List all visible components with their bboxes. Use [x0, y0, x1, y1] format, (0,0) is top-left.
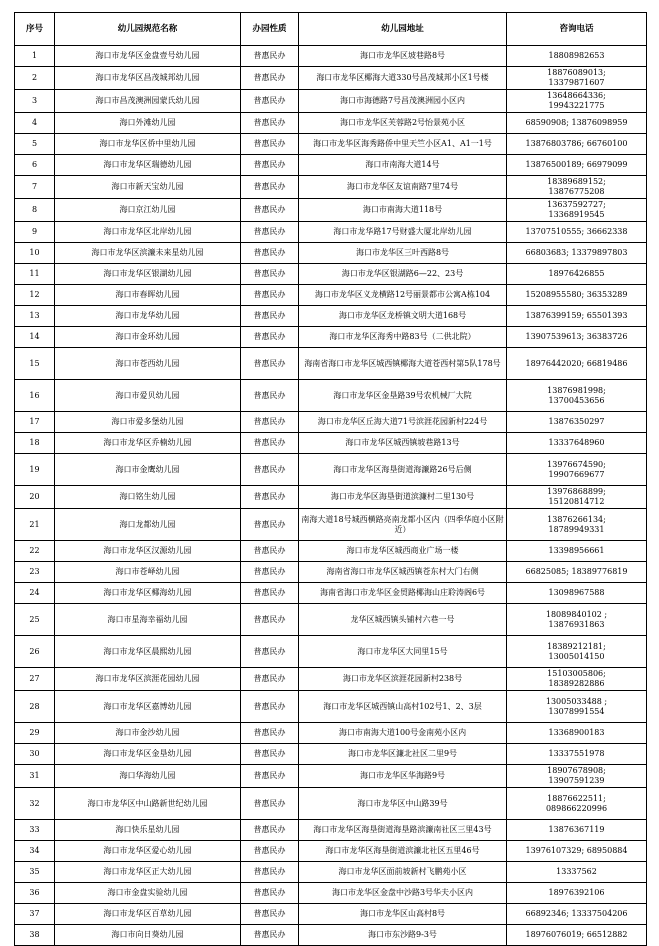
cell-name: 海口市星海幸福幼儿园 — [55, 604, 241, 636]
cell-address: 海口市龙华区大同里15号 — [299, 636, 507, 668]
cell-type: 普惠民办 — [241, 904, 299, 925]
cell-address: 海口市龙华区金盘中沙路3号华夫小区内 — [299, 883, 507, 904]
table-row — [15, 765, 647, 788]
cell-type: 普惠民办 — [241, 176, 299, 199]
cell-phone: 66825085; 18389776819 — [507, 562, 647, 583]
cell-phone: 18976442020; 66819486 — [507, 348, 647, 380]
cell-type: 普惠民办 — [241, 562, 299, 583]
cell-phone: 13337551978 — [507, 744, 647, 765]
cell-address: 海口市龙华区华海路9号 — [299, 765, 507, 788]
cell-phone: 13876350297 — [507, 412, 647, 433]
table-row — [15, 723, 647, 744]
cell-type: 普惠民办 — [241, 668, 299, 691]
cell-type: 普惠民办 — [241, 723, 299, 744]
cell-type: 普惠民办 — [241, 134, 299, 155]
table-row — [15, 222, 647, 243]
table-row — [15, 668, 647, 691]
cell-type: 普惠民办 — [241, 285, 299, 306]
cell-address: 海口市龙华区濂北社区二里9号 — [299, 744, 507, 765]
cell-name: 海口市苍西幼儿园 — [55, 348, 241, 380]
table-row — [15, 176, 647, 199]
cell-name: 海口市龙华区昌茂城邦幼儿园 — [55, 67, 241, 90]
table-header-row — [15, 13, 647, 46]
cell-no: 34 — [15, 841, 55, 862]
cell-address: 海口市龙华区海垦街道海濂路26号后侧 — [299, 454, 507, 486]
cell-address: 海口市龙华区中山路39号 — [299, 788, 507, 820]
cell-no: 31 — [15, 765, 55, 788]
cell-phone: 15103005806; 18389282886 — [507, 668, 647, 691]
header-name: 幼儿园规范名称 — [55, 13, 241, 46]
cell-phone: 13648664336; 19943221775 — [507, 90, 647, 113]
cell-type: 普惠民办 — [241, 862, 299, 883]
cell-no: 26 — [15, 636, 55, 668]
header-phone: 咨询电话 — [507, 13, 647, 46]
cell-type: 普惠民办 — [241, 264, 299, 285]
table-row — [15, 433, 647, 454]
cell-type: 普惠民办 — [241, 454, 299, 486]
cell-phone: 18876089013; 13379871607 — [507, 67, 647, 90]
table-row — [15, 820, 647, 841]
cell-type: 普惠民办 — [241, 841, 299, 862]
cell-address: 海口市龙华区海秀路侨中里天竺小区A1、A1一1号 — [299, 134, 507, 155]
cell-type: 普惠民办 — [241, 90, 299, 113]
cell-name: 海口市龙华区银湖幼儿园 — [55, 264, 241, 285]
table-row — [15, 412, 647, 433]
cell-no: 23 — [15, 562, 55, 583]
cell-no: 24 — [15, 583, 55, 604]
cell-name: 海口外滩幼儿园 — [55, 113, 241, 134]
cell-phone: 13876803786; 66760100 — [507, 134, 647, 155]
cell-phone: 18876622511; 089866220996 — [507, 788, 647, 820]
cell-name: 海口市龙华区北岸幼儿园 — [55, 222, 241, 243]
cell-type: 普惠民办 — [241, 46, 299, 67]
cell-type: 普惠民办 — [241, 788, 299, 820]
cell-type: 普惠民办 — [241, 113, 299, 134]
cell-address: 海口市龙华区城西商业广场一楼 — [299, 541, 507, 562]
kindergarten-table — [14, 12, 647, 946]
cell-phone: 13876500189; 66979099 — [507, 155, 647, 176]
cell-address: 海口市龙华路17号财盛大厦北岸幼儿园 — [299, 222, 507, 243]
cell-type: 普惠民办 — [241, 327, 299, 348]
cell-name: 海口市昌茂澳洲园蒙氏幼儿园 — [55, 90, 241, 113]
table-row — [15, 636, 647, 668]
cell-no: 30 — [15, 744, 55, 765]
cell-no: 28 — [15, 691, 55, 723]
cell-name: 海口市金盘实验幼儿园 — [55, 883, 241, 904]
cell-name: 海口市金环幼儿园 — [55, 327, 241, 348]
cell-address: 海口市龙华区海垦街道滨濂村二里130号 — [299, 486, 507, 509]
table-row — [15, 454, 647, 486]
cell-address: 海南省海口市龙华区城西镇椰海大道苍西村第5队178号 — [299, 348, 507, 380]
table-row — [15, 264, 647, 285]
cell-no: 11 — [15, 264, 55, 285]
cell-address: 海口市东沙路9-3号 — [299, 925, 507, 946]
cell-phone: 18907678908; 13907591239 — [507, 765, 647, 788]
cell-phone: 13976674590; 19907669677 — [507, 454, 647, 486]
cell-name: 海口市龙华区爱心幼儿园 — [55, 841, 241, 862]
cell-type: 普惠民办 — [241, 509, 299, 541]
cell-no: 7 — [15, 176, 55, 199]
cell-phone: 68590908; 13876098959 — [507, 113, 647, 134]
table-row — [15, 243, 647, 264]
table-row — [15, 604, 647, 636]
cell-type: 普惠民办 — [241, 883, 299, 904]
table-row — [15, 306, 647, 327]
cell-name: 海口市爱贝幼儿园 — [55, 380, 241, 412]
table-row — [15, 46, 647, 67]
cell-address: 海口市龙华区海垦街道海垦路滨濂南社区三里43号 — [299, 820, 507, 841]
cell-name: 海口市龙华区中山路新世纪幼儿园 — [55, 788, 241, 820]
table-row — [15, 134, 647, 155]
cell-phone: 66803683; 13379897803 — [507, 243, 647, 264]
cell-no: 19 — [15, 454, 55, 486]
cell-address: 海口市南海大道100号金南苑小区内 — [299, 723, 507, 744]
cell-no: 9 — [15, 222, 55, 243]
cell-address: 海口市龙华区坡巷路8号 — [299, 46, 507, 67]
cell-type: 普惠民办 — [241, 486, 299, 509]
cell-phone: 13876367119 — [507, 820, 647, 841]
cell-no: 38 — [15, 925, 55, 946]
table-row — [15, 90, 647, 113]
cell-name: 海口市龙华区瑞德幼儿园 — [55, 155, 241, 176]
table-row — [15, 691, 647, 723]
cell-name: 海口铭生幼儿园 — [55, 486, 241, 509]
cell-phone: 13337648960 — [507, 433, 647, 454]
cell-type: 普惠民办 — [241, 925, 299, 946]
cell-no: 4 — [15, 113, 55, 134]
cell-no: 35 — [15, 862, 55, 883]
cell-type: 普惠民办 — [241, 691, 299, 723]
header-no: 序号 — [15, 13, 55, 46]
table-row — [15, 155, 647, 176]
cell-name: 海口市金沙幼儿园 — [55, 723, 241, 744]
cell-name: 海口华海幼儿园 — [55, 765, 241, 788]
table-row — [15, 348, 647, 380]
table-row — [15, 925, 647, 946]
cell-name: 海口市苍峄幼儿园 — [55, 562, 241, 583]
header-type: 办园性质 — [241, 13, 299, 46]
cell-address: 海口市龙华区银湖路6—22、23号 — [299, 264, 507, 285]
cell-no: 32 — [15, 788, 55, 820]
cell-no: 20 — [15, 486, 55, 509]
cell-type: 普惠民办 — [241, 604, 299, 636]
table-row — [15, 509, 647, 541]
table-row — [15, 562, 647, 583]
table-row — [15, 788, 647, 820]
table-row — [15, 486, 647, 509]
cell-phone: 13398956661 — [507, 541, 647, 562]
cell-address: 海口市南海大道14号 — [299, 155, 507, 176]
cell-phone: 13098967588 — [507, 583, 647, 604]
cell-type: 普惠民办 — [241, 222, 299, 243]
cell-type: 普惠民办 — [241, 348, 299, 380]
cell-address: 海口市龙华区城西镇山高村102号1、2、3层 — [299, 691, 507, 723]
cell-no: 12 — [15, 285, 55, 306]
cell-name: 海口市向日葵幼儿园 — [55, 925, 241, 946]
cell-address: 海口市龙华区滨涯花园新村238号 — [299, 668, 507, 691]
cell-no: 16 — [15, 380, 55, 412]
cell-name: 海口市龙华区侨中里幼儿园 — [55, 134, 241, 155]
cell-no: 6 — [15, 155, 55, 176]
cell-name: 海口市龙华区椰海幼儿园 — [55, 583, 241, 604]
cell-phone: 13368900183 — [507, 723, 647, 744]
cell-address: 海口市龙华区三叶西路8号 — [299, 243, 507, 264]
cell-type: 普惠民办 — [241, 541, 299, 562]
cell-phone: 15208955580; 36353289 — [507, 285, 647, 306]
cell-type: 普惠民办 — [241, 412, 299, 433]
cell-type: 普惠民办 — [241, 765, 299, 788]
cell-phone: 18089840102 ; 13876931863 — [507, 604, 647, 636]
cell-name: 海口市爱多堡幼儿园 — [55, 412, 241, 433]
table-row — [15, 904, 647, 925]
cell-address: 海南省海口市龙华区城西镇苍东村大门右侧 — [299, 562, 507, 583]
cell-type: 普惠民办 — [241, 243, 299, 264]
cell-address: 海口市龙华区金垦路39号农机械厂大院 — [299, 380, 507, 412]
cell-no: 17 — [15, 412, 55, 433]
cell-name: 海口市龙华区汉源幼儿园 — [55, 541, 241, 562]
cell-type: 普惠民办 — [241, 820, 299, 841]
table-row — [15, 541, 647, 562]
table-row — [15, 380, 647, 412]
cell-name: 海口市龙华区金盘壹号幼儿园 — [55, 46, 241, 67]
cell-address: 海口市龙华区龙桥镇文明大道168号 — [299, 306, 507, 327]
cell-no: 1 — [15, 46, 55, 67]
cell-address: 海口市龙华区海秀中路83号（二供北院） — [299, 327, 507, 348]
table-body — [15, 46, 647, 946]
cell-name: 海口龙都幼儿园 — [55, 509, 241, 541]
cell-no: 2 — [15, 67, 55, 90]
cell-address: 海口市龙华区友谊南路7里74号 — [299, 176, 507, 199]
cell-phone: 18389689152; 13876775208 — [507, 176, 647, 199]
cell-name: 海口市龙华区金垦幼儿园 — [55, 744, 241, 765]
cell-no: 37 — [15, 904, 55, 925]
cell-address: 海口市海德路7号昌茂澳洲园小区内 — [299, 90, 507, 113]
cell-no: 29 — [15, 723, 55, 744]
table-row — [15, 841, 647, 862]
table-row — [15, 199, 647, 222]
cell-name: 海口京江幼儿园 — [55, 199, 241, 222]
cell-name: 海口市新天宝幼儿园 — [55, 176, 241, 199]
cell-name: 海口市龙华区晨熙幼儿园 — [55, 636, 241, 668]
cell-name: 海口快乐星幼儿园 — [55, 820, 241, 841]
cell-phone: 13337562 — [507, 862, 647, 883]
cell-no: 15 — [15, 348, 55, 380]
table-row — [15, 583, 647, 604]
cell-no: 22 — [15, 541, 55, 562]
header-address: 幼儿园地址 — [299, 13, 507, 46]
cell-type: 普惠民办 — [241, 744, 299, 765]
cell-type: 普惠民办 — [241, 583, 299, 604]
cell-address: 海口市南海大道118号 — [299, 199, 507, 222]
cell-phone: 18976426855 — [507, 264, 647, 285]
cell-name: 海口市金鹰幼儿园 — [55, 454, 241, 486]
cell-no: 10 — [15, 243, 55, 264]
cell-name: 海口市春晖幼儿园 — [55, 285, 241, 306]
cell-phone: 13976868899; 15120814712 — [507, 486, 647, 509]
cell-no: 25 — [15, 604, 55, 636]
cell-no: 5 — [15, 134, 55, 155]
cell-address: 龙华区城西镇头铺村六巷一号 — [299, 604, 507, 636]
cell-no: 3 — [15, 90, 55, 113]
cell-name: 海口市龙华区滨涯花园幼儿园 — [55, 668, 241, 691]
cell-phone: 13876266134; 18789949331 — [507, 509, 647, 541]
cell-no: 8 — [15, 199, 55, 222]
cell-address: 海口市龙华区城西镇坡巷路13号 — [299, 433, 507, 454]
cell-no: 27 — [15, 668, 55, 691]
cell-type: 普惠民办 — [241, 155, 299, 176]
table-row — [15, 744, 647, 765]
cell-type: 普惠民办 — [241, 67, 299, 90]
cell-phone: 13707510555; 36662338 — [507, 222, 647, 243]
cell-address: 海南省海口市龙华区金贸路椰海山庄聆涛阁6号 — [299, 583, 507, 604]
cell-phone: 66892346; 13337504206 — [507, 904, 647, 925]
cell-name: 海口市龙华区百草幼儿园 — [55, 904, 241, 925]
cell-name: 海口市龙华区正大幼儿园 — [55, 862, 241, 883]
cell-phone: 13637592727; 13368919545 — [507, 199, 647, 222]
cell-phone: 13907539613; 36383726 — [507, 327, 647, 348]
table-row — [15, 327, 647, 348]
cell-phone: 18389212181; 13005014150 — [507, 636, 647, 668]
cell-no: 18 — [15, 433, 55, 454]
cell-no: 33 — [15, 820, 55, 841]
cell-no: 21 — [15, 509, 55, 541]
cell-type: 普惠民办 — [241, 636, 299, 668]
cell-phone: 18976076019; 66512882 — [507, 925, 647, 946]
cell-no: 13 — [15, 306, 55, 327]
cell-phone: 13976107329; 68950884 — [507, 841, 647, 862]
cell-name: 海口市龙华幼儿园 — [55, 306, 241, 327]
table-row — [15, 285, 647, 306]
cell-address: 海口市龙华区山高村8号 — [299, 904, 507, 925]
cell-no: 14 — [15, 327, 55, 348]
cell-address: 海口市龙华区义龙横路12号丽景都市公寓A栋104 — [299, 285, 507, 306]
cell-type: 普惠民办 — [241, 380, 299, 412]
cell-address: 南海大道18号城西横路亮南龙都小区内（四季华庭小区附近） — [299, 509, 507, 541]
cell-type: 普惠民办 — [241, 199, 299, 222]
table-row — [15, 67, 647, 90]
cell-type: 普惠民办 — [241, 306, 299, 327]
cell-address: 海口市龙华区芙蓉路2号怡景苑小区 — [299, 113, 507, 134]
cell-phone: 13876981998; 13700453656 — [507, 380, 647, 412]
cell-phone: 13005033488 ; 13078991554 — [507, 691, 647, 723]
table-row — [15, 113, 647, 134]
cell-phone: 18808982653 — [507, 46, 647, 67]
cell-name: 海口市龙华区嘉博幼儿园 — [55, 691, 241, 723]
cell-type: 普惠民办 — [241, 433, 299, 454]
cell-address: 海口市龙华区面前坡新村飞鹏苑小区 — [299, 862, 507, 883]
cell-address: 海口市龙华区丘海大道71号滨涯花园新村224号 — [299, 412, 507, 433]
cell-address: 海口市龙华区椰海大道330号昌茂城邦小区1号楼 — [299, 67, 507, 90]
cell-phone: 18976392106 — [507, 883, 647, 904]
cell-name: 海口市龙华区乔楠幼儿园 — [55, 433, 241, 454]
cell-address: 海口市龙华区海垦街道滨濂北社区五里46号 — [299, 841, 507, 862]
cell-name: 海口市龙华区滨濂未来星幼儿园 — [55, 243, 241, 264]
table-row — [15, 862, 647, 883]
cell-phone: 13876399159; 65501393 — [507, 306, 647, 327]
cell-no: 36 — [15, 883, 55, 904]
